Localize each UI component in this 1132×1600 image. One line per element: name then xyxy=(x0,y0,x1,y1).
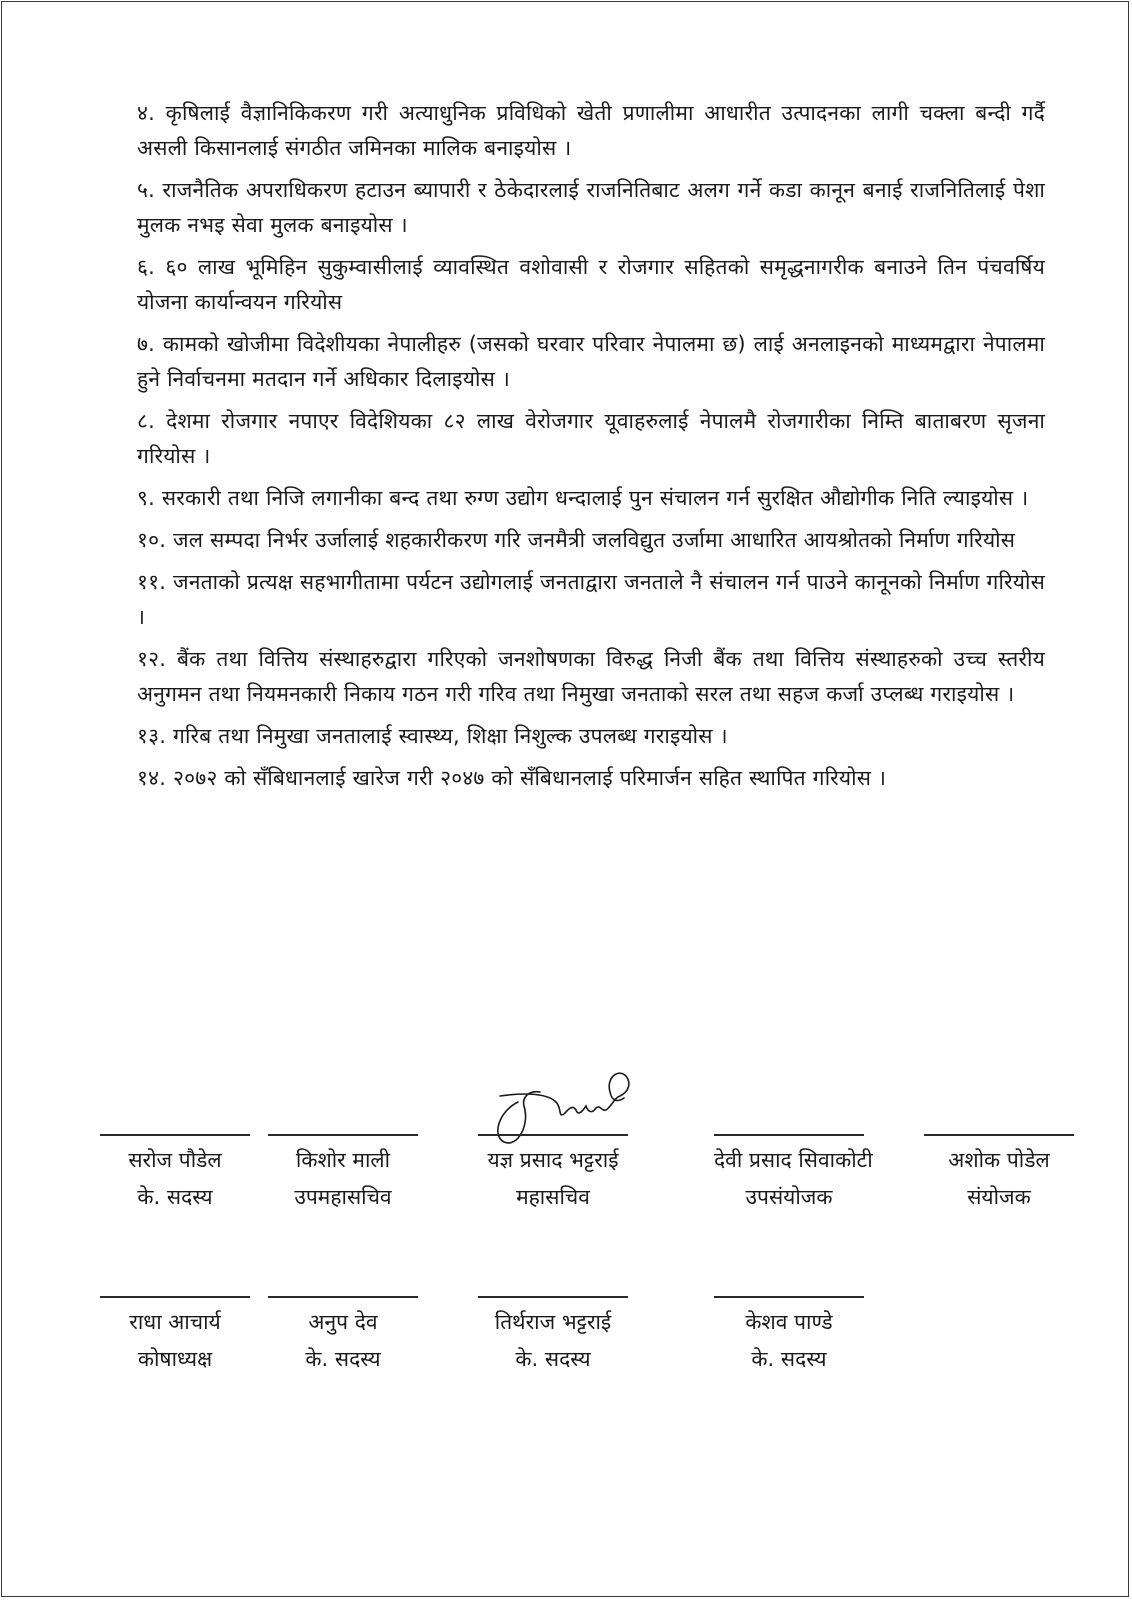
signatory-name: देवी प्रसाद सिवाकोटी xyxy=(714,1148,873,1172)
demand-item-7: ७. कामको खोजीमा विदेशीयका नेपालीहरु (जसको घरवार परिवार नेपालमा छ) लाई अनलाइनको माध्यमद्वारा नेपालमा हुने निर्वाचनमा मतदान गर्ने अधिकार दिलाइयोस । xyxy=(137,332,1045,391)
demand-item-5: ५. राजनैतिक अपराधिकरण हटाउन ब्यापारी र ठेकेदारलाई राजनितिबाट अलग गर्ने कडा कानून बनाई राजनितिलाई पेशा मुलक नभइ सेवा मुलक बनाइयोस । xyxy=(137,178,1045,237)
demand-item-14: १४. २०७२ को सँबिधानलाई खारेज गरी २०४७ को सँबिधानलाई परिमार्जन सहित स्थापित गरियोस । xyxy=(137,766,887,790)
signatory-name: सरोज पौडेल xyxy=(128,1148,222,1172)
signatory-name: अशोक पोडेल xyxy=(948,1148,1050,1172)
signature-line xyxy=(478,1134,628,1136)
signatory-name: किशोर माली xyxy=(295,1148,391,1172)
signature-row-1 xyxy=(0,1134,1132,1234)
signatory-kishor xyxy=(268,1134,418,1216)
signatory-title: उपसंयोजक xyxy=(745,1185,833,1209)
signatory-title: कोषाध्यक्ष xyxy=(137,1347,213,1371)
signature-line xyxy=(478,1296,628,1298)
signatory-name: यज्ञ प्रसाद भट्टराई xyxy=(487,1148,619,1172)
signatory-title: के. सदस्य xyxy=(137,1185,213,1209)
signatory-name: केशव पाण्डे xyxy=(745,1310,833,1334)
demand-item-6: ६. ६० लाख भूमिहिन सुकुम्वासीलाई व्यावस्थित वशोवासी र रोजगार सहितको समृद्धनागरीक बनाउने तिन पंचवर्षिय योजना कार्यान्वयन गरियोस xyxy=(137,255,1045,314)
signatory-tirtharaj xyxy=(478,1296,628,1378)
signatory-name: तिर्थराज भट्टराई xyxy=(494,1310,612,1334)
demand-item-13: १३. गरिब तथा निमुखा जनतालाई स्वास्थ्य, शिक्षा निशुल्क उपलब्ध गराइयोस । xyxy=(137,724,728,748)
demand-item-12: १२. बैंक तथा वित्तिय संस्थाहरुद्वारा गरिएको जनशोषणका विरुद्ध निजी बैंक तथा वित्तिय संस्थाहरुको उच्च स्तरीय अनुगमन तथा नियमनकारी निकाय गठन गरी गरिव तथा निमुखा जनताको सरल तथा सहज कर्जा उप्लब्ध गराइयोस । xyxy=(137,647,1045,706)
signature-line xyxy=(924,1134,1074,1136)
signature-line xyxy=(268,1134,418,1136)
signatory-radha xyxy=(100,1296,250,1378)
demand-item-9: ९. सरकारी तथा निजि लगानीका बन्द तथा रुग्ण उद्योग धन्दालाई पुन संचालन गर्न सुरक्षित औद्योगीक निति ल्याइयोस । xyxy=(137,486,1029,510)
demands-list xyxy=(137,96,1045,803)
signatory-title: के. सदस्य xyxy=(305,1347,381,1371)
signatory-yagya xyxy=(478,1134,628,1216)
signatory-title: के. सदस्य xyxy=(751,1347,827,1371)
demand-item-8: ८. देशमा रोजगार नपाएर विदेशियका ८२ लाख वेरोजगार यूवाहरुलाई नेपालमै रोजगारीका निम्ति बाताबरण सृजना गरियोस । xyxy=(137,409,1045,468)
signature-line xyxy=(100,1134,250,1136)
signatory-name: राधा आचार्य xyxy=(129,1310,221,1334)
signature-line xyxy=(714,1296,864,1298)
signatory-keshav xyxy=(714,1296,864,1378)
signatory-anup xyxy=(268,1296,418,1378)
signature-line xyxy=(100,1296,250,1298)
signatory-title: के. सदस्य xyxy=(515,1347,591,1371)
signature-line xyxy=(714,1134,864,1136)
signatory-ashok xyxy=(924,1134,1074,1216)
signatory-title: उपमहासचिव xyxy=(294,1185,392,1209)
signatory-devi xyxy=(714,1134,873,1216)
signatory-saroj xyxy=(100,1134,250,1216)
demand-item-10: १०. जल सम्पदा निर्भर उर्जालाई शहकारीकरण गरि जनमैत्री जलविद्युत उर्जामा आधारित आयश्रोतको निर्माण गरियोस xyxy=(137,528,1016,552)
signatory-title: महासचिव xyxy=(516,1185,590,1209)
signature-row-2 xyxy=(0,1296,1132,1396)
signatory-name: अनुप देव xyxy=(308,1310,378,1334)
signatory-title: संयोजक xyxy=(967,1185,1031,1209)
signature-line xyxy=(268,1296,418,1298)
demand-item-4: ४. कृषिलाई वैज्ञानिकिकरण गरी अत्याधुनिक प्रविधिको खेती प्रणालीमा आधारीत उत्पादनका लागी चक्ला बन्दी गर्दै असली किसानलाई संगठीत जमिनका मालिक बनाइयोस । xyxy=(137,101,1045,160)
demand-item-11: ११. जनताको प्रत्यक्ष सहभागीतामा पर्यटन उद्योगलाई जनताद्वारा जनताले नै संचालन गर्न पाउने कानूनको निर्माण गरियोस । xyxy=(137,570,1045,629)
